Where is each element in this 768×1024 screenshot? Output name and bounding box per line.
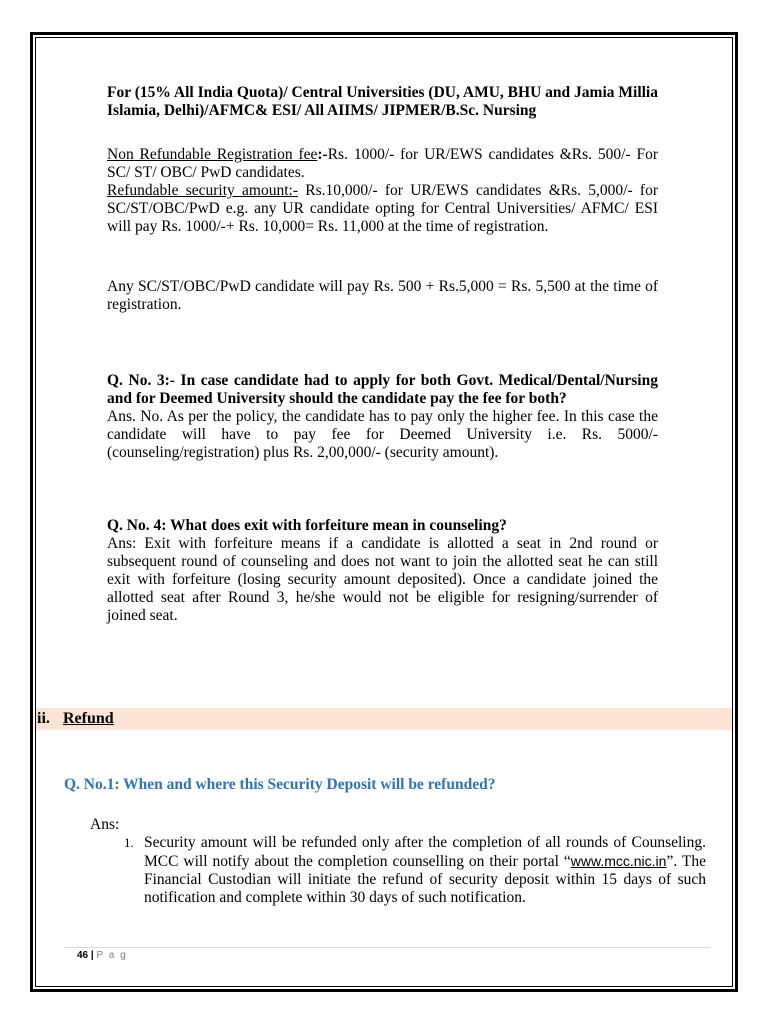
fee-colon: :- <box>317 146 328 163</box>
q3-question: Q. No. 3:- In case candidate had to apply for both Govt. Medical/Dental/Nursing and for Deemed University should the candidate pay the fee for both? <box>107 372 658 407</box>
refund-title: Refund <box>63 710 114 727</box>
page-footer <box>77 950 127 962</box>
refund-q1-question: Q. No.1: When and where this Security Deposit will be refunded? <box>64 776 496 793</box>
section-heading: For (15% All India Quota)/ Central Universities (DU, AMU, BHU and Jamia Millia Islamia, Delhi)/AFMC& ESI/ All AIIMS/ JIPMER/B.Sc. Nursing <box>107 84 658 119</box>
security-text: Rs.10,000/- for UR/EWS candidates &Rs. 5,000/- for SC/ST/OBC/PwD e.g. any UR candidate opting for Central Universities/ AFMC/ ESI will pay Rs. 1000/-+ Rs. 10,000= Rs. 11,000 at the time of registration. <box>107 182 658 235</box>
q4-block <box>107 517 658 625</box>
refund-heading <box>37 709 114 729</box>
refund-heading-band <box>36 708 732 730</box>
footer-divider <box>64 947 710 948</box>
list-item-text-a: Security amount will be refunded only after the completion of all rounds of Counseling. MCC will notify about the completion counselling on their portal “ <box>144 834 706 870</box>
page-number: 46 <box>77 950 89 961</box>
mcc-portal-link[interactable]: www.mcc.nic.in <box>570 853 667 869</box>
refund-ans-label: Ans: <box>90 816 120 833</box>
q4-question: Q. No. 4: What does exit with forfeiture mean in counseling? <box>107 517 507 534</box>
page-label: P a g <box>96 950 128 961</box>
q3-answer: Ans. No. As per the policy, the candidate has to pay only the higher fee. In this case the candidate will have to pay fee for Deemed University i.e. Rs. 5000/- (counseling/registration) plus Rs. 2,00,000/- (security amount). <box>107 408 658 461</box>
list-item-text <box>144 834 706 907</box>
refund-number: ii. <box>37 710 50 727</box>
q3-block <box>107 372 658 462</box>
list-item-text-b: ”. The Financial Custodian will initiate the refund of security deposit within 15 days of such notification and complete within 30 days of such notification. <box>144 853 706 906</box>
list-item-number: 1. <box>124 835 134 850</box>
security-label: Refundable security amount:- <box>107 182 299 199</box>
q4-answer: Ans: Exit with forfeiture means if a candidate is allotted a seat in 2nd round or subsequent round of counseling and does not want to join the allotted seat he can still exit with forfeiture (losing security amount deposited). Once a candidate joined the allotted seat after Round 3, he/she would not be eligible for resigning/surrender of joined seat. <box>107 535 658 624</box>
registration-fee-paragraph <box>107 146 658 236</box>
fee-label: Non Refundable Registration fee <box>107 146 318 163</box>
fee-text: Rs. 1000/- for UR/EWS candidates &Rs. 500/- For SC/ ST/ OBC/ PwD candidates. <box>107 146 658 181</box>
sc-fee-paragraph: Any SC/ST/OBC/PwD candidate will pay Rs. 500 + Rs.5,000 = Rs. 5,500 at the time of registration. <box>107 278 658 313</box>
footer-separator: | <box>88 950 97 961</box>
